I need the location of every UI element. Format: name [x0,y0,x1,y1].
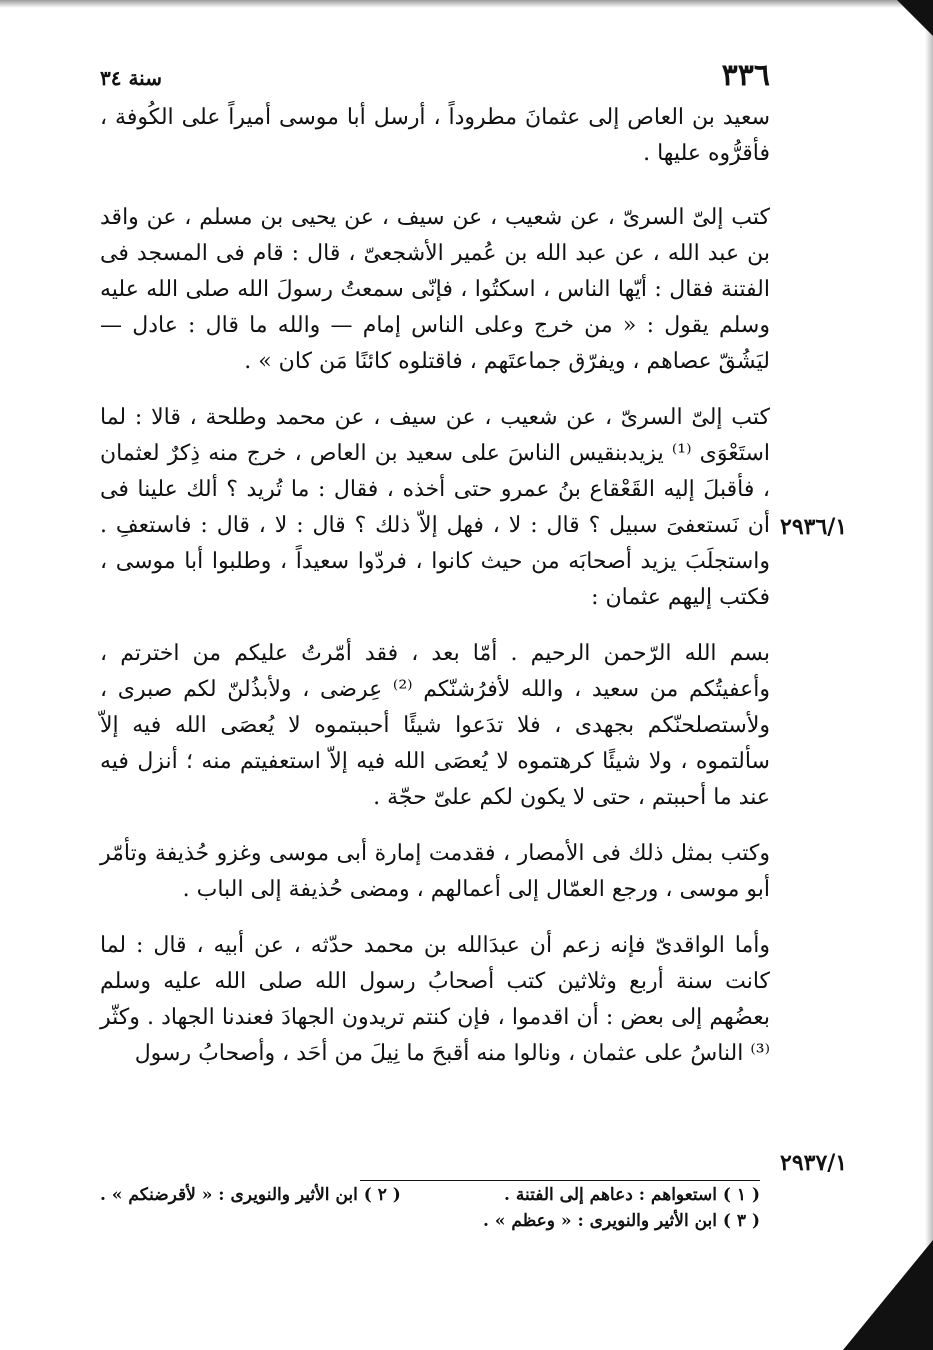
main-text [100,100,770,1092]
scan-corner-mark [843,1240,933,1350]
paragraph: وأما الواقدىّ فإنه زعم أن عبدَالله بن محمد حدّثه ، عن أبيه ، قال : لما كانت سنة أربع وثلاثين كتب أصحابُ رسول الله صلى الله عليه وسلم بعضُهم إلى بعض : أن اقدموا ، فإن كنتم تريدون الجهادَ فعندنا الجهاد . وكثّر ⁽³⁾ الناسُ على عثمان ، ونالوا منه أقبحَ ما نِيلَ من أحَد ، وأصحابُ رسول [100,933,770,1066]
page-number: ٣٣٦ [721,58,770,93]
scan-edge [925,0,933,1350]
margin-reference: ٢٩٣٧/١ [780,1150,848,1176]
paragraph: كتب إلىّ السرىّ ، عن شعيب ، عن سيف ، عن يحيى بن مسلم ، عن واقد بن عبد الله ، عن عبد الله بن عُمير الأشجعىّ ، قال : قام فى المسجد فى الفتنة فقال : أيّها الناس ، اسكتُوا ، فإنّى سمعتُ رسولَ الله صلى الله عليه وسلم يقول : « من خرج وعلى الناس إمام — والله ما قال : عادل — ليَشُقّ عصاهم ، ويفرّق جماعتَهم ، فاقتلوه كائنًا مَن كان » . [100,205,770,374]
footnote-row [100,1182,760,1208]
paragraph: كتب إلىّ السرىّ ، عن شعيب ، عن سيف ، عن محمد وطلحة ، قالا : لما استَعْوَى ⁽¹⁾ يزيدبنقيس الناسَ على سعيد بن العاص ، خرج منه ذِكرٌ لعثمان ، فأقبلَ إليه القَعْقاع بنُ عمرو حتى أخذه ، فقال : ما تُريد ؟ ألك علينا فى أن نَستعفىَ سبيل ؟ قال : لا ، فهل إلاّ ذلك ؟ قال : لا ، قال : فاستعفِ . واستجلَبَ يزيد أصحابَه من حيث كانوا ، فردّوا سعيداً ، وطلبوا أبا موسى ، فكتب إليهم عثمان : [100,405,771,610]
footnotes [100,1182,760,1234]
footnote: ( ٢ ) ابن الأثير والنويرى : « لأقرضنكم » . [100,1185,401,1205]
footnote: ( ١ ) استعواهم : دعاهم إلى الفتنة . [504,1185,760,1205]
running-head: سنة ٣٤ [100,66,162,90]
paragraph: سعيد بن العاص إلى عثمانَ مطروداً ، أرسل أبا موسى أميراً على الكُوفة ، فأقرُّوه عليها . [100,105,770,166]
footnote-divider [360,1180,760,1181]
paragraph: وكتب بمثل ذلك فى الأمصار ، فقدمت إمارة أبى موسى وغزو حُذيفة وتأمّر أبو موسى ، ورجع العمّال إلى أعمالهم ، ومضى حُذيفة إلى الباب . [100,841,770,902]
scan-edge [0,0,933,8]
scan-corner-mark [897,0,933,36]
paragraph: بسم الله الرّحمن الرحيم . أمّا بعد ، فقد أمّرتُ عليكم من اخترتم ، وأعفيتُكم من سعيد ، والله لأفرُشنّكم ⁽²⁾ عِرضى ، ولأبذُلنّ لكم صبرى ، ولأستصلحنّكم بجهدى ، فلا تدَعوا شيئًا أحببتموه لا يُعصَى الله فيه إلاّ سألتموه ، ولا شيئًا كرهتموه لا يُعصَى الله فيه إلاّ استعفيتم منه ؛ أنزل فيه عند ما أحببتم ، حتى لا يكون لكم علىّ حجّة . [100,641,771,810]
footnote: ( ٣ ) ابن الأثير والنويرى : « وعظم » . [483,1211,760,1231]
page-header [100,58,770,98]
margin-reference: ٢٩٣٦/١ [780,514,848,540]
